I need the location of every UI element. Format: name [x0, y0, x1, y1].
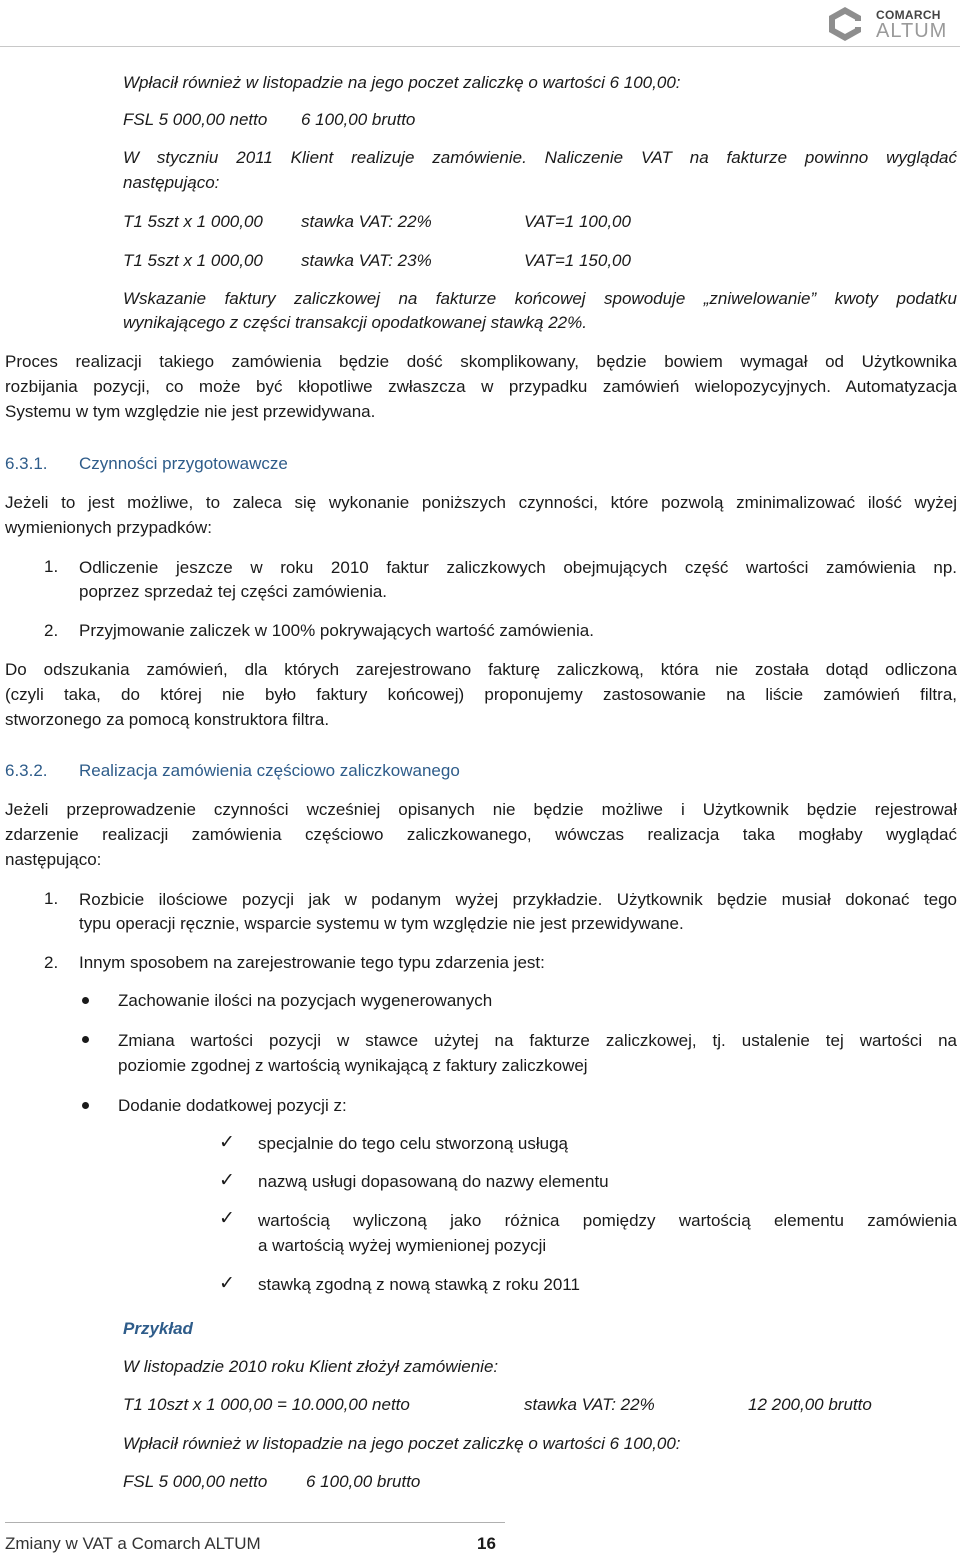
header-rule	[0, 46, 960, 47]
bullet-icon	[82, 1102, 89, 1109]
vat-row2-item: T1 5szt x 1 000,00	[123, 251, 263, 270]
list1-item2-line1: Przyjmowanie zaliczek w 100% pokrywających wartość zamówienia.	[79, 621, 594, 640]
example-order-rate: stawka VAT: 22%	[524, 1395, 655, 1414]
example-line1: W listopadzie 2010 roku Klient złożył zamówienie:	[123, 1357, 499, 1376]
section-6-3-1-title: Czynności przygotowawcze	[79, 454, 288, 473]
bullet2-line2: poziomie zgodnej z wartością wynikającą z faktury zaliczkowej	[118, 1056, 588, 1075]
bullet-icon	[82, 1036, 89, 1043]
para1-line2: rozbijania pozycji, co może być kłopotliwe zwłaszcza w przypadku zamówień wielopozycyjnych. Automatyzacja	[5, 377, 957, 396]
list2-item2-number: 2.	[44, 953, 59, 972]
block1-line2a: FSL 5 000,00 netto	[123, 110, 268, 129]
para1-line3: Systemu w tym względzie nie jest przewidywana.	[5, 402, 376, 421]
vat-row1-rate: stawka VAT: 22%	[301, 212, 432, 231]
para2-line1: Jeżeli to jest możliwe, to zaleca się wykonanie poniższych czynności, które pozwolą zminimalizować ilość wyżej	[5, 493, 957, 512]
list2-item2-line1: Innym sposobem na zarejestrowanie tego typu zdarzenia jest:	[79, 953, 545, 972]
block1-note-line1: Wskazanie faktury zaliczkowej na fakturze końcowej spowoduje „zniwelowanie” kwoty podatku	[123, 289, 957, 308]
section-6-3-1-number: 6.3.1.	[5, 454, 48, 473]
header-logo	[820, 2, 960, 46]
brand-bottom: ALTUM	[876, 20, 948, 42]
check4-text: stawką zgodną z nową stawką z roku 2011	[258, 1275, 580, 1294]
check3-line2: a wartością wyżej wymienionej pozycji	[258, 1236, 547, 1255]
brand-top: COMARCH	[876, 8, 941, 22]
footer-page-number: 16	[477, 1534, 496, 1553]
list1-item1-line2: poprzez sprzedaż tej części zamówienia.	[79, 582, 388, 601]
section-6-3-2-number: 6.3.2.	[5, 761, 48, 780]
check2-text: nazwą usługi dopasowaną do nazwy elementu	[258, 1172, 609, 1191]
check3-line1: wartością wyliczoną jako różnica pomiędzy wartością elementu zamówienia	[258, 1211, 957, 1230]
checkmark-icon: ✓	[219, 1132, 235, 1153]
checkmark-icon: ✓	[219, 1273, 235, 1294]
para3-line2: (czyli taka, do której nie było faktury końcowej) proponujemy zastosowanie na liście zamówień filtra,	[5, 685, 957, 704]
vat-row1-vat: VAT=1 100,00	[524, 212, 631, 231]
checkmark-icon: ✓	[219, 1170, 235, 1191]
bullet-icon	[82, 997, 89, 1004]
example-line4a: FSL 5 000,00 netto	[123, 1472, 268, 1491]
list2-item1-number: 1.	[44, 889, 59, 908]
para4-line3: następująco:	[5, 850, 102, 869]
para3-line3: stworzonego za pomocą konstruktora filtra.	[5, 710, 330, 729]
para1-line1: Proces realizacji takiego zamówienia będzie dość skomplikowany, będzie bowiem wymagał od Użytkownika	[5, 352, 957, 371]
example-order-item: T1 10szt x 1 000,00 = 10.000,00 netto	[123, 1395, 410, 1414]
list1-item1-line1: Odliczenie jeszcze w roku 2010 faktur zaliczkowych obejmujących część wartości zamówienia np.	[79, 558, 957, 577]
example-title: Przykład	[123, 1319, 193, 1338]
bullet1-text: Zachowanie ilości na pozycjach wygenerowanych	[118, 991, 493, 1010]
vat-row2-rate: stawka VAT: 23%	[301, 251, 432, 270]
block1-line4: następująco:	[123, 173, 220, 192]
block1-line2b: 6 100,00 brutto	[301, 110, 416, 129]
footer-title: Zmiany w VAT a Comarch ALTUM	[5, 1534, 261, 1553]
list2-item1-line1: Rozbicie ilościowe pozycji jak w podanym wyżej przykładzie. Użytkownik będzie musiał dokonać tego	[79, 890, 957, 909]
list1-item1-number: 1.	[44, 557, 59, 576]
bullet3-text: Dodanie dodatkowej pozycji z:	[118, 1096, 347, 1115]
checkmark-icon: ✓	[219, 1208, 235, 1229]
example-line4b: 6 100,00 brutto	[306, 1472, 421, 1491]
para4-line1: Jeżeli przeprowadzenie czynności wcześniej opisanych nie będzie możliwe i Użytkownik będzie rejestrował	[5, 800, 957, 819]
vat-row1-item: T1 5szt x 1 000,00	[123, 212, 263, 231]
comarch-logo-icon	[822, 4, 868, 44]
para4-line2: zdarzenie realizacji zamówienia częściowo zaliczkowanego, wówczas realizacja taka mogłaby wyglądać	[5, 825, 957, 844]
example-line3: Wpłacił również w listopadzie na jego poczet zaliczkę o wartości 6 100,00:	[123, 1434, 681, 1453]
block1-line3: W styczniu 2011 Klient realizuje zamówienie. Naliczenie VAT na fakturze powinno wyglądać	[123, 148, 957, 167]
example-order-gross: 12 200,00 brutto	[748, 1395, 872, 1414]
check1-text: specjalnie do tego celu stworzoną usługą	[258, 1134, 568, 1153]
list1-item2-number: 2.	[44, 621, 59, 640]
vat-row2-vat: VAT=1 150,00	[524, 251, 631, 270]
list2-item1-line2: typu operacji ręcznie, wsparcie systemu w tym względzie nie jest przewidywane.	[79, 914, 684, 933]
bullet2-line1: Zmiana wartości pozycji w stawce użytej na fakturze zaliczkowej, tj. ustalenie tej wartości na	[118, 1031, 957, 1050]
para3-line1: Do odszukania zamówień, dla których zarejestrowano fakturę zaliczkową, która nie została dotąd odliczona	[5, 660, 957, 679]
section-6-3-2-title: Realizacja zamówienia częściowo zaliczkowanego	[79, 761, 460, 780]
block1-line1: Wpłacił również w listopadzie na jego poczet zaliczkę o wartości 6 100,00:	[123, 73, 681, 92]
para2-line2: wymienionych przypadków:	[5, 518, 212, 537]
footer-rule	[5, 1522, 505, 1523]
block1-note-line2: wynikającego z części transakcji opodatkowanej stawką 22%.	[123, 313, 587, 332]
